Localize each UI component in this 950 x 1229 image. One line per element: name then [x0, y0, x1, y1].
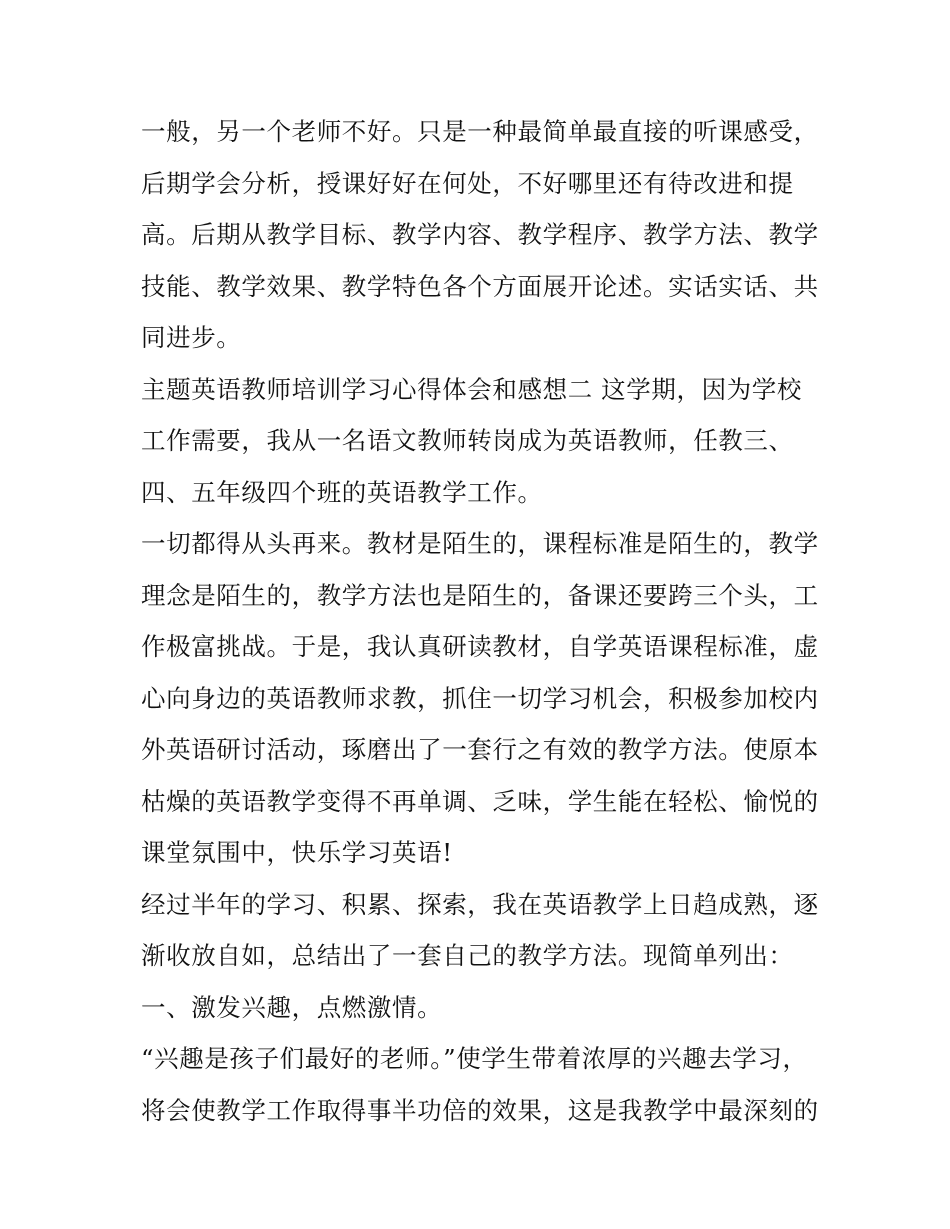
- text-line: 课堂氛围中，快乐学习英语!: [141, 838, 453, 867]
- paragraph-4: [141, 879, 821, 982]
- text-line: 理念是陌生的，教学方法也是陌生的，备课还要跨三个头，工: [141, 580, 819, 610]
- text-line: 主题英语教师培训学习心得体会和感想二 这学期，因为学校: [141, 374, 802, 404]
- paragraph-3: [141, 518, 821, 879]
- text-line: 高。后期从教学目标、教学内容、教学程序、教学方法、教学: [141, 220, 819, 249]
- text-line: 将会使教学工作取得事半功倍的效果，这是我教学中最深刻的: [141, 1095, 819, 1125]
- text-line: 同进步。: [141, 323, 242, 352]
- paragraph-5: [141, 1033, 821, 1136]
- text-line: 枯燥的英语教学变得不再单调、乏味，学生能在轻松、愉悦的: [141, 786, 819, 816]
- text-line: 作极富挑战。于是，我认真研读教材，自学英语课程标准，虚: [141, 632, 819, 661]
- text-line: 工作需要，我从一名语文教师转岗成为英语教师，任教三、: [141, 426, 794, 455]
- document-body: [141, 106, 821, 1136]
- section-heading-text: 一、激发兴趣，点燃激情。: [141, 992, 443, 1022]
- text-line: 一切都得从头再来。教材是陌生的，课程标准是陌生的，教学: [141, 529, 819, 558]
- text-line: 经过半年的学习、积累、探索，我在英语教学上日趋成熟，逐: [141, 889, 819, 919]
- paragraph-1: [141, 106, 821, 364]
- text-line: 技能、教学效果、教学特色各个方面展开论述。实话实话、共: [141, 271, 819, 301]
- text-line: 四、五年级四个班的英语教学工作。: [141, 477, 543, 507]
- text-line: 一般，另一个老师不好。只是一种最简单最直接的听课感受，: [141, 117, 819, 146]
- paragraph-2: [141, 364, 821, 519]
- text-line: 外英语研讨活动，琢磨出了一套行之有效的教学方法。使原本: [141, 735, 819, 764]
- text-line: 后期学会分析，授课好好在何处，不好哪里还有待改进和提: [141, 168, 794, 198]
- text-line: “兴趣是孩子们最好的老师。”使学生带着浓厚的兴趣去学习，: [141, 1044, 808, 1073]
- section-heading: [141, 982, 821, 1034]
- text-line: 渐收放自如，总结出了一套自己的教学方法。现简单列出：: [141, 941, 794, 970]
- text-line: 心向身边的英语教师求教，抓住一切学习机会，积极参加校内: [141, 683, 819, 713]
